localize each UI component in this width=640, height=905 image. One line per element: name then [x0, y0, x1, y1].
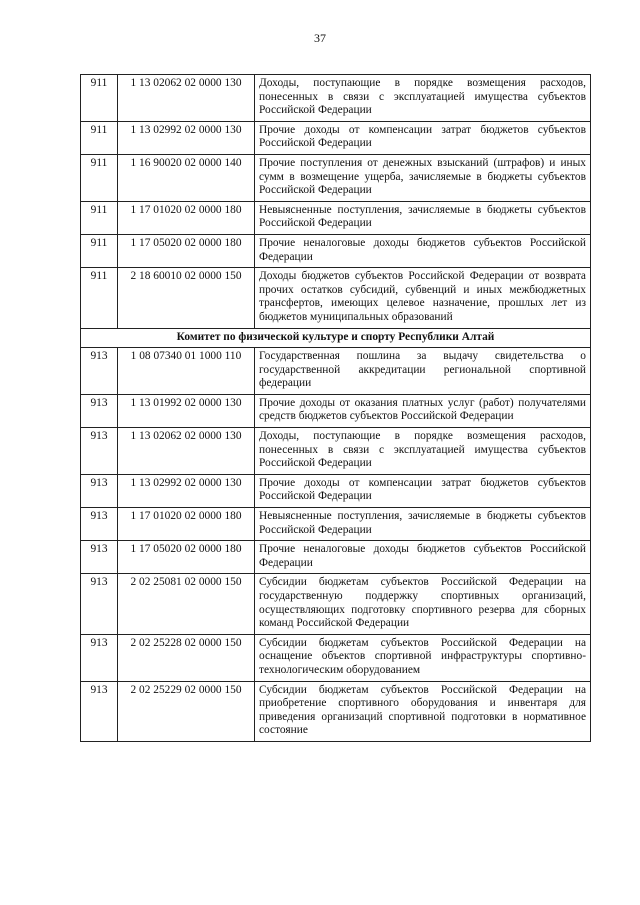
budget-classification-code-cell: 2 02 25229 02 0000 150 — [118, 681, 255, 741]
revenue-description-cell: Прочие доходы от компенсации затрат бюджетов субъектов Российской Федерации — [255, 474, 591, 507]
budget-classification-code-cell: 1 13 02992 02 0000 130 — [118, 121, 255, 154]
revenue-description-cell: Прочие доходы от компенсации затрат бюджетов субъектов Российской Федерации — [255, 121, 591, 154]
table-row — [81, 348, 591, 395]
revenue-description-cell: Субсидии бюджетам субъектов Российской Федерации на приобретение спортивного оборудования и инвентаря для приведения организаций спортивной подготовки в нормативное состояние — [255, 681, 591, 741]
table-row — [81, 634, 591, 681]
section-header-group — [81, 328, 591, 348]
revenue-description-cell: Невыясненные поступления, зачисляемые в бюджеты субъектов Российской Федерации — [255, 508, 591, 541]
table-row — [81, 428, 591, 475]
table-body-top — [81, 75, 591, 329]
revenue-description-cell: Доходы бюджетов субъектов Российской Федерации от возврата прочих остатков субсидий, субвенций и иных межбюджетных трансфертов, имеющих целевое назначение, прошлых лет из бюджетов муниципальных образований — [255, 268, 591, 328]
revenue-description-cell: Субсидии бюджетам субъектов Российской Федерации на государственную поддержку спортивных организаций, осуществляющих подготовку спортивного резерва для сборных команд Российской Федерации — [255, 574, 591, 634]
admin-code-cell: 913 — [81, 634, 118, 681]
admin-code-cell: 911 — [81, 201, 118, 234]
budget-classification-code-cell: 1 17 05020 02 0000 180 — [118, 234, 255, 267]
budget-classification-code-cell: 2 18 60010 02 0000 150 — [118, 268, 255, 328]
section-header-row — [81, 328, 591, 348]
table-row — [81, 508, 591, 541]
revenue-description-cell: Прочие поступления от денежных взысканий (штрафов) и иных сумм в возмещение ущерба, зачисляемые в бюджеты субъектов Российской Федерации — [255, 154, 591, 201]
table-row — [81, 394, 591, 427]
table-body-bottom — [81, 348, 591, 742]
table-row — [81, 474, 591, 507]
budget-classification-code-cell: 1 08 07340 01 1000 110 — [118, 348, 255, 395]
admin-code-cell: 913 — [81, 508, 118, 541]
budget-classification-code-cell: 1 17 01020 02 0000 180 — [118, 201, 255, 234]
revenue-codes-table — [80, 74, 591, 742]
admin-code-cell: 911 — [81, 268, 118, 328]
table-row — [81, 681, 591, 741]
table-row — [81, 121, 591, 154]
revenue-description-cell: Доходы, поступающие в порядке возмещения расходов, понесенных в связи с эксплуатацией имущества субъектов Российской Федерации — [255, 428, 591, 475]
revenue-description-cell: Доходы, поступающие в порядке возмещения расходов, понесенных в связи с эксплуатацией имущества субъектов Российской Федерации — [255, 75, 591, 122]
admin-code-cell: 913 — [81, 574, 118, 634]
admin-code-cell: 913 — [81, 681, 118, 741]
revenue-description-cell: Прочие доходы от оказания платных услуг (работ) получателями средств бюджетов субъектов Российской Федерации — [255, 394, 591, 427]
admin-code-cell: 913 — [81, 394, 118, 427]
admin-code-cell: 913 — [81, 348, 118, 395]
table-row — [81, 234, 591, 267]
revenue-description-cell: Субсидии бюджетам субъектов Российской Федерации на оснащение объектов спортивной инфраструктуры спортивно-технологическим оборудованием — [255, 634, 591, 681]
table-row — [81, 75, 591, 122]
budget-classification-code-cell: 1 17 01020 02 0000 180 — [118, 508, 255, 541]
revenue-description-cell: Прочие неналоговые доходы бюджетов субъектов Российской Федерации — [255, 541, 591, 574]
table-row — [81, 268, 591, 328]
revenue-description-cell: Прочие неналоговые доходы бюджетов субъектов Российской Федерации — [255, 234, 591, 267]
budget-classification-code-cell: 2 02 25081 02 0000 150 — [118, 574, 255, 634]
admin-code-cell: 913 — [81, 474, 118, 507]
table-row — [81, 154, 591, 201]
admin-code-cell: 913 — [81, 541, 118, 574]
budget-classification-code-cell: 1 17 05020 02 0000 180 — [118, 541, 255, 574]
admin-code-cell: 911 — [81, 234, 118, 267]
budget-classification-code-cell: 1 16 90020 02 0000 140 — [118, 154, 255, 201]
budget-classification-code-cell: 1 13 02062 02 0000 130 — [118, 75, 255, 122]
table-row — [81, 541, 591, 574]
admin-code-cell: 911 — [81, 121, 118, 154]
section-title: Комитет по физической культуре и спорту Республики Алтай — [81, 328, 591, 348]
table-row — [81, 201, 591, 234]
budget-classification-code-cell: 1 13 02062 02 0000 130 — [118, 428, 255, 475]
budget-classification-code-cell: 2 02 25228 02 0000 150 — [118, 634, 255, 681]
page-number: 37 — [314, 31, 326, 45]
revenue-description-cell: Невыясненные поступления, зачисляемые в бюджеты субъектов Российской Федерации — [255, 201, 591, 234]
admin-code-cell: 913 — [81, 428, 118, 475]
table-row — [81, 574, 591, 634]
admin-code-cell: 911 — [81, 154, 118, 201]
revenue-description-cell: Государственная пошлина за выдачу свидетельства о государственной аккредитации региональной спортивной федерации — [255, 348, 591, 395]
admin-code-cell: 911 — [81, 75, 118, 122]
budget-classification-code-cell: 1 13 02992 02 0000 130 — [118, 474, 255, 507]
budget-classification-code-cell: 1 13 01992 02 0000 130 — [118, 394, 255, 427]
